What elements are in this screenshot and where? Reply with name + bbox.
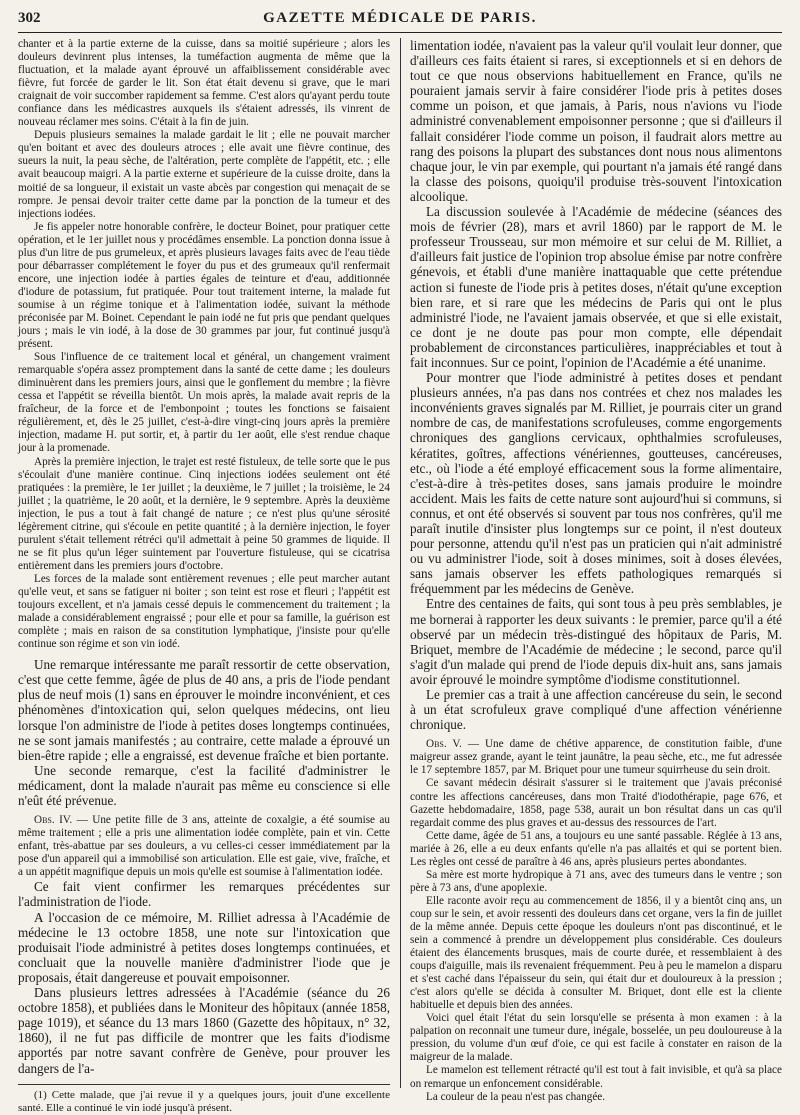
paragraph: Je fis appeler notre honorable confrère, le docteur Boinet, pour pratiquer cette opération, et le 1er juillet nous y procédâmes ensemble. La ponction donna issue à plus d'un litre de pus grumeleux, et après plusieurs lavages faits avec de l'eau tiède pour débarrasser complétement le foyer du pus et des grumeaux qu'il renfermait encore, une injection iodée à parties égales de teinture et d'eau, additionnée d'iodure de potassium, fut pratiquée. Pour tout traitement interne, la malade fut soumise à un régime tonique et à l'alimentation iodée, suivant la méthode préconisée par M. Boinet. Cependant le pain iodé ne fut pris que pendant quelques jours ; mais le vin iodé, à la dose de 30 grammes par jour, fut continué jusqu'à présent.	[18, 220, 390, 351]
paragraph: Une remarque intéressante me paraît ressortir de cette observation, c'est que cette femme, âgée de plus de 40 ans, a pris de l'iode pendant plus de neuf mois (1) sans en éprouver le moindre inconvénient, et ces phénomènes d'intoxication qui, selon quelques médecins, ont lieu lorsque l'on administre de l'iode à petites doses longtemps continuées, ne se sont jamais manifestés ; au contraire, cette malade a éprouvé un bien-être rapide ; elle a engraissé, est devenue fraîche et bien portante.	[18, 657, 390, 763]
paragraph: Entre des centaines de faits, qui sont tous à peu près semblables, je me bornerai à rapporter les deux suivants : le premier, parce qu'il a été observé par un médecin très-distingué des hôpitaux de Paris, M. Briquet, membre de l'Académie de médecine ; le second, parce qu'il s'agit d'un malade qui prend de l'iode depuis dix-huit ans, sans jamais avoir éprouvé le moindre symptôme d'iodisme constitutionnel.	[410, 596, 782, 687]
paragraph: limentation iodée, n'avaient pas la valeur qu'il voulait leur donner, que d'ailleurs ces faits étaient si rares, si exceptionnels et si en dehors de tout ce que nous observions habituellement en France, qu'ils ne pouraient jamais servir à faire considérer l'iode pris à petites doses comme un poison, et que jamais, à Paris, nous n'avions vu l'iode administré convenablement empoisonner personne ; que si d'ailleurs il fallait considérer l'iode comme un poison, il faudrait alors mettre au rang des poisons la plupart des substances dont nous nous alimentons chaque jour, le vin par exemple, qui pourtant n'a jamais été rangé dans la classe des poisons, quoiqu'il produise très-souvent l'intoxication alcoolique.	[410, 38, 782, 204]
journal-title: GAZETTE MÉDICALE DE PARIS.	[263, 10, 537, 26]
paragraph: Le premier cas a trait à une affection cancéreuse du sein, le second à un état scrofuleux grave compliqué d'une affection vénérienne chronique.	[410, 687, 782, 733]
paragraph: chanter et à la partie externe de la cuisse, dans sa moitié supérieure ; alors les douleurs devinrent plus intenses, la tuméfaction augmenta de même que la fluctuation, et la malade ayant éprouvé un affaiblissement considérable avec fièvre, fut forcée de garder le lit. Son état était devenu si grave, que le mari craignait de voir succomber rapidement sa femme. C'est alors qu'ayant perdu toute confiance dans les médicastres auxquels ils s'étaient adressés, ils vinrent de nouveau réclamer mes soins. C'était à la fin de juin.	[18, 38, 390, 129]
header-rule	[18, 32, 782, 33]
paragraph: Sous l'influence de ce traitement local et général, un changement vraiment remarquable s'opéra assez promptement dans la santé de cette dame ; les douleurs diminuèrent dans les premiers jours, ainsi que le gonflement du membre ; la fièvre cessa et l'appétit se réveilla bientôt. Un mois après, la malade avait repris de la fraîcheur, de la force et de l'embonpoint ; toutes les fonctions se faisaient régulièrement, et, dès le 25 juillet, c'est-à-dire vingt-cinq jours après la première injection, madame H. put sortir, et, à partir du 1er août, elle s'est rendue chaque jour à la promenade.	[18, 351, 390, 455]
observation-v	[410, 738, 782, 777]
paragraph: Dans plusieurs lettres adressées à l'Académie (séance du 26 octobre 1858), et publiées dans le Moniteur des hôpitaux (année 1858, page 1019), et séance du 13 mars 1860 (Gazette des hôpitaux, n° 32, 1860), il ne fut pas difficile de montrer que les faits d'iodisme apportés par notre savant confrère de Genève, pour prouver les dangers de l'a-	[18, 985, 390, 1076]
paragraph: Pour montrer que l'iode administré à petites doses et pendant plusieurs années, n'a pas dans nos contrées et chez nos malades les inconvénients graves signalés par M. Rilliet, je pourrais citer un grand nombre de cas, de manifestations scrofuleuses, comme engorgements chroniques des ganglions cervicaux, ophthalmies scrofuleuses, kératites, goîtres, affections vénériennes, goutteuses, cancéreuses, etc., où l'iode a été employé efficacement sous la forme alimentaire, c'est-à-dire à très-petites doses, sans jamais produire le moindre accident. Mais les faits de cette nature sont aujourd'hui si communs, si connus, et ont été observés si souvent par tous nos confrères, qu'il me paraît inutile d'insister plus longtemps sur ce point, il n'est douteux pour personne, attendu qu'il n'est pas un praticien qui n'ait administré ou vu administrer l'iode, soit à doses minimes, soit à doses élevées, sans jamais observer les effets pathologiques remarqués si fréquemment par les médecins de Genève.	[410, 370, 782, 597]
paragraph: Une seconde remarque, c'est la facilité d'administrer le médicament, dont la malade n'aurait pas même eu conscience si elle n'eût été prévenue.	[18, 762, 390, 809]
paragraph: Ce fait vient confirmer les remarques précédentes sur l'administration de l'iode.	[18, 879, 390, 910]
observation-text: — Une petite fille de 3 ans, atteinte de coxalgie, a été soumise au même traitement ; elle a pris une alimentation iodée complète, pain et vin. Cette enfant, très-abattue par ses douleurs, a vu celles-ci cesser immédiatement par la pose d'un appareil qui a immobilisé son articulation. Elle est gaie, vive, fraîche, et a un appétit magnifique depuis un mois qu'elle est soumise à l'alimentation iodée.	[18, 814, 390, 879]
paragraph: Le mamelon est tellement rétracté qu'il est tout à fait invisible, et qu'à sa place on remarque un enfoncement considérable.	[410, 1064, 782, 1090]
paragraph: Elle raconte avoir reçu au commencement de 1856, il y a bientôt cinq ans, un coup sur le sein, et avoir ressenti des douleurs dans cet organe, vers la fin de juillet de la même année. Depuis cette époque les douleurs n'ont pas discontinué, et le sein a commencé à prendre un développement plus considérable. Ces douleurs étaient des élancements brusques, mais de courte durée, et ressemblaient à des coups d'aiguille, mais ils revenaient fréquemment. Peu à peu le mamelon a disparu et s'est caché dans l'épaisseur du sein, qui était dur et douloureux à la pression ; c'est alors qu'elle se décida à consulter M. Briquet, dont elle est la cliente habituelle et depuis bien des années.	[410, 894, 782, 1012]
observation-label: Obs. IV.	[34, 814, 73, 827]
paragraph: Les forces de la malade sont entièrement revenues ; elle peut marcher autant qu'elle veut, et sans se fatiguer ni boiter ; son teint est rose et fleuri ; l'appétit est toujours excellent, et n'a jamais cessé depuis le commencement du traitement ; la malade a considérablement engraissé ; pour elle et pour sa famille, la guérison est complète ; mais en raison de sa constitution lymphatique, j'insiste pour qu'elle continue son régime et son vin iodé.	[18, 572, 390, 651]
paragraph: Ce savant médecin désirait s'assurer si le traitement que j'avais préconisé contre les affections cancéreuses, dans mon Traité d'iodothérapie, page 676, et Gazette hebdomadaire, 1858, page 538, aurait un bon résultat dans un cas qu'il regardait comme des plus graves et au-dessus des ressources de l'art.	[410, 777, 782, 829]
observation-text: — Une dame de chétive apparence, de constitution faible, d'une maigreur assez grande, ayant le teint jaunâtre, la peau sèche, etc., me fut adressée le 17 septembre 1857, par M. Briquet pour une tumeur squirrheuse du sein droit.	[410, 738, 782, 777]
footnote-rule	[18, 1084, 390, 1085]
left-column	[18, 38, 390, 1114]
column-divider	[400, 38, 401, 1088]
paragraph: Voici quel était l'état du sein lorsqu'elle se présenta à mon examen : à la palpation on reconnait une tumeur dure, inégale, bosselée, un peu douloureuse à la pression, du volume d'un œuf d'oie, ce qui est facile à constater en raison de la maigreur de la malade.	[410, 1012, 782, 1064]
paragraph: Sa mère est morte hydropique à 71 ans, avec des tumeurs dans le ventre ; son père à 73 ans, d'une apoplexie.	[410, 868, 782, 894]
paragraph: A l'occasion de ce mémoire, M. Rilliet adressa à l'Académie de médecine le 13 octobre 1858, une note sur l'intoxication que produisait l'iode administré à petites doses longtemps continuées, et concluait que la nouvelle manière d'administrer l'iode que je proposais, était dangereuse et pouvait empoisonner.	[18, 909, 390, 985]
observation-label: Obs. V.	[426, 738, 462, 751]
page-number: 302	[18, 10, 41, 26]
paragraph: Cette dame, âgée de 51 ans, a toujours eu une santé passable. Réglée à 13 ans, mariée à 26, elle a eu deux enfants qu'elle n'a pas allaités et qui se portent bien. Les règles ont cessé de paraître à 46 ans, après plusieurs pertes abondantes.	[410, 829, 782, 868]
running-header	[18, 8, 782, 30]
paragraph: La couleur de la peau n'est pas changée.	[426, 1090, 606, 1103]
paragraph: Après la première injection, le trajet est resté fistuleux, de telle sorte que le pus s'écoulait d'une manière continue. Cinq injections iodées seulement ont été pratiquées : la première, le 1er juillet ; la deuxième, le 7 juillet ; la troisième, le 24 juillet ; la quatrième, le 20 août, et la dernière, le 9 septembre. Après la deuxième injection, le pus a tout à fait changé de nature ; ce n'est plus qu'une sérosité légèrement citrine, qui s'écoule en petite quantité ; à la dernière injection, le foyer purulent s'était tellement rétréci qu'il admettait à peine 50 grammes de liquide. Il ne se fit plus qu'un léger suintement par l'ouverture fistuleuse, qui se cicatrisa entièrement dans les premiers jours d'octobre.	[18, 455, 390, 572]
paragraph: La discussion soulevée à l'Académie de médecine (séances des mois de février (28), mars et avril 1860) par le rapport de M. le professeur Trousseau, sur mon mémoire et sur celui de M. Rilliet, a d'ailleurs fait justice de l'opinion trop absolue émise par notre confrère génevois, et établi d'une manière inattaquable que cette prétendue action si funeste de l'iode pris à petites doses, n'était qu'une exception bien rare, et si rare que les médecins de Paris qui ont le plus administré l'iode, ne l'avaient jamais observée, et que si elle existait, ce dont je ne doute pas pour mon compte, elle dépendait probablement de circonstances particulières, inappréciables et tout à fait inconnues. Sur ce point, l'opinion de l'Académie a été unanime.	[410, 204, 782, 370]
observation-iv	[18, 814, 390, 879]
footnote: (1) Cette malade, que j'ai revue il y a quelques jours, jouit d'une excellente santé. Elle a continué le vin iodé jusqu'à présent.	[18, 1088, 390, 1114]
paragraph: Depuis plusieurs semaines la malade gardait le lit ; elle ne pouvait marcher qu'en boitant et avec des douleurs atroces ; elle avait une fièvre continue, des sueurs la nuit, la peau sèche, de l'altération, perte complète de l'appétit, etc. ; elle avait beaucoup maigri. A la partie externe et supérieure de la cuisse droite, dans la moitié de sa longueur, il existait un vaste abcès par congestion qui menaçait de se rompre. Je pensai devoir traiter cette dame par la ponction de la tumeur et des injections iodées.	[18, 129, 390, 220]
right-column	[410, 38, 782, 1103]
